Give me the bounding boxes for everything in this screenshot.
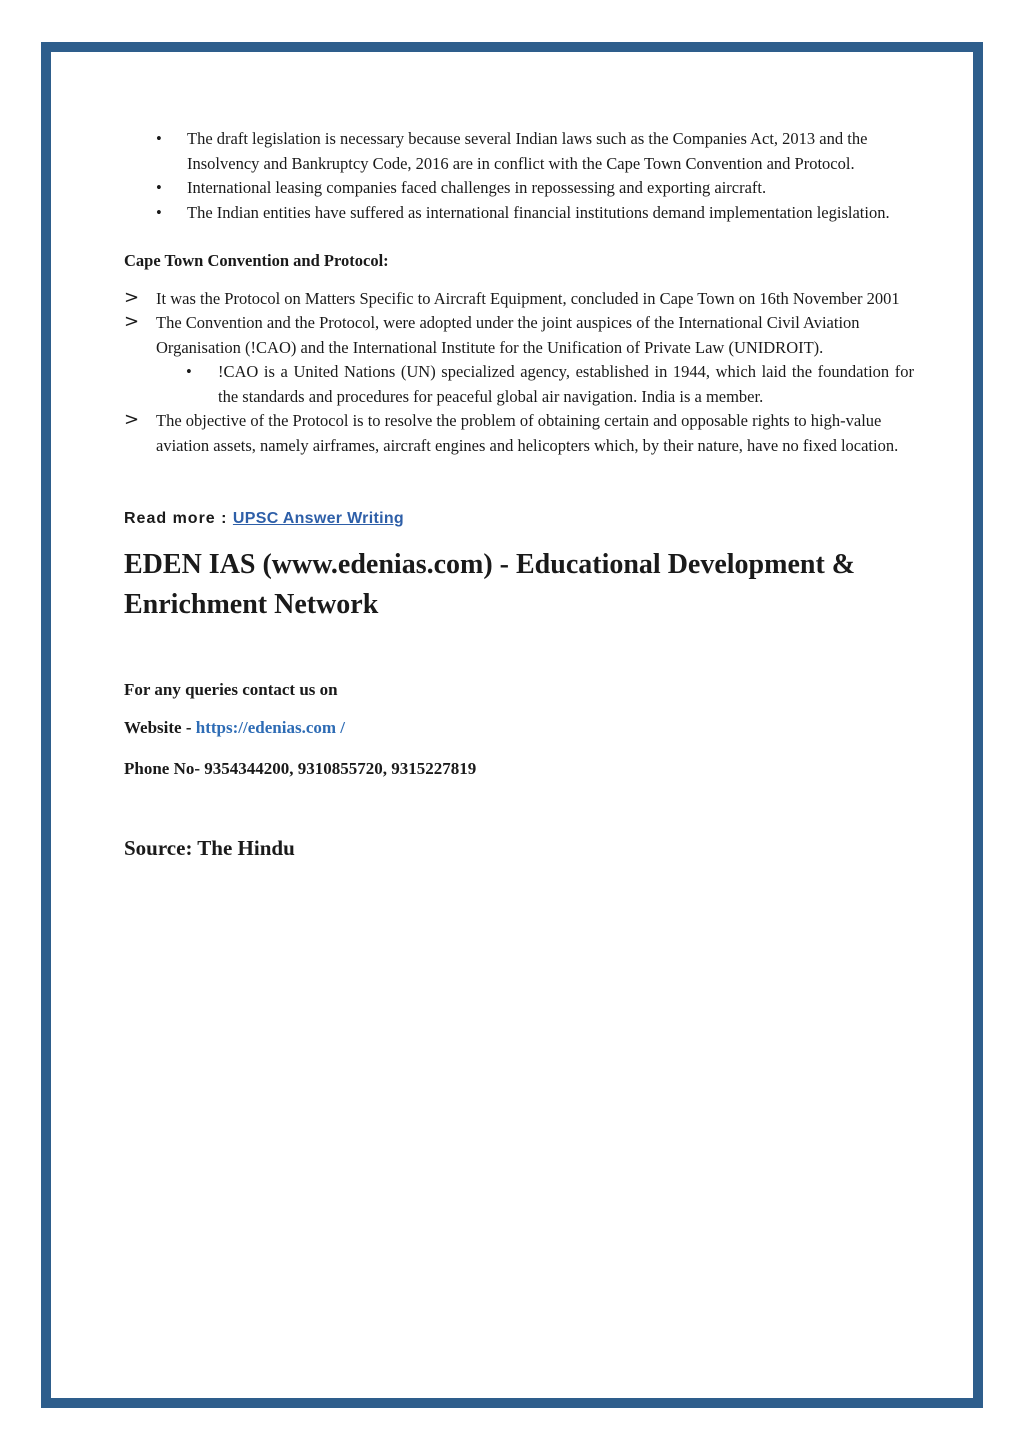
source-line: Source: The Hindu (124, 835, 295, 860)
arrow-bullet-icon: > (124, 286, 140, 308)
point-text: The Convention and the Protocol, were adopted under the joint auspices of the International Civil Aviation Organisation (!CAO) and the International Institute for the Unification of Private Law (UNIDROIT). (156, 313, 860, 357)
document-content (124, 127, 914, 860)
bullet-text: The draft legislation is necessary because several Indian laws such as the Companies Act, 2013 and the Insolvency and Bankruptcy Code, 2016 are in conflict with the Cape Town Convention and Protocol. (187, 129, 868, 173)
website-link[interactable]: https://edenias.com / (195, 717, 346, 737)
contact-heading: For any queries contact us on (124, 680, 338, 699)
read-more-label: Read more : (124, 510, 228, 527)
list-item (124, 176, 914, 201)
website-line (124, 716, 914, 741)
bullet-text: International leasing companies faced challenges in repossessing and exporting aircraft. (187, 178, 767, 197)
bullet-icon: • (156, 129, 162, 148)
sub-bullet-list (156, 360, 914, 409)
list-item (156, 360, 914, 409)
section-heading: Cape Town Convention and Protocol: (124, 251, 389, 270)
upsc-answer-writing-link[interactable]: UPSC Answer Writing (232, 510, 404, 527)
list-item (124, 409, 914, 458)
list-item (124, 287, 914, 312)
arrow-bullet-icon: > (124, 311, 140, 332)
point-text: It was the Protocol on Matters Specific to Aircraft Equipment, concluded in Cape Town on 16th November 2001 (156, 288, 900, 308)
point-text: The objective of the Protocol is to resolve the problem of obtaining certain and opposable rights to high-value aviation assets, namely airframes, aircraft engines and helicopters which, by their nature, have no fixed location. (156, 411, 899, 455)
bullet-icon: • (156, 178, 162, 197)
read-more (124, 507, 914, 531)
bullet-text: The Indian entities have suffered as international financial institutions demand implementation legislation. (187, 202, 890, 222)
list-item (124, 127, 914, 176)
arrow-bullet-icon: > (124, 409, 140, 430)
sub-bullet-text: !CAO is a United Nations (UN) specialized agency, established in 1944, which laid the foundation for the standards and procedures for peaceful global air navigation. India is a member. (218, 362, 914, 406)
organization-title: EDEN IAS (www.edenias.com) - Educational Development & Enrichment Network (124, 549, 856, 620)
phone-numbers: Phone No- 9354344200, 9310855720, 9315227819 (124, 759, 477, 778)
website-label: Website - (124, 717, 192, 737)
list-item (124, 311, 914, 409)
protocol-points-list (124, 287, 914, 459)
bullet-icon: • (156, 202, 162, 222)
intro-bullet-list (124, 127, 914, 225)
list-item (124, 201, 914, 226)
bullet-icon: • (186, 362, 192, 381)
